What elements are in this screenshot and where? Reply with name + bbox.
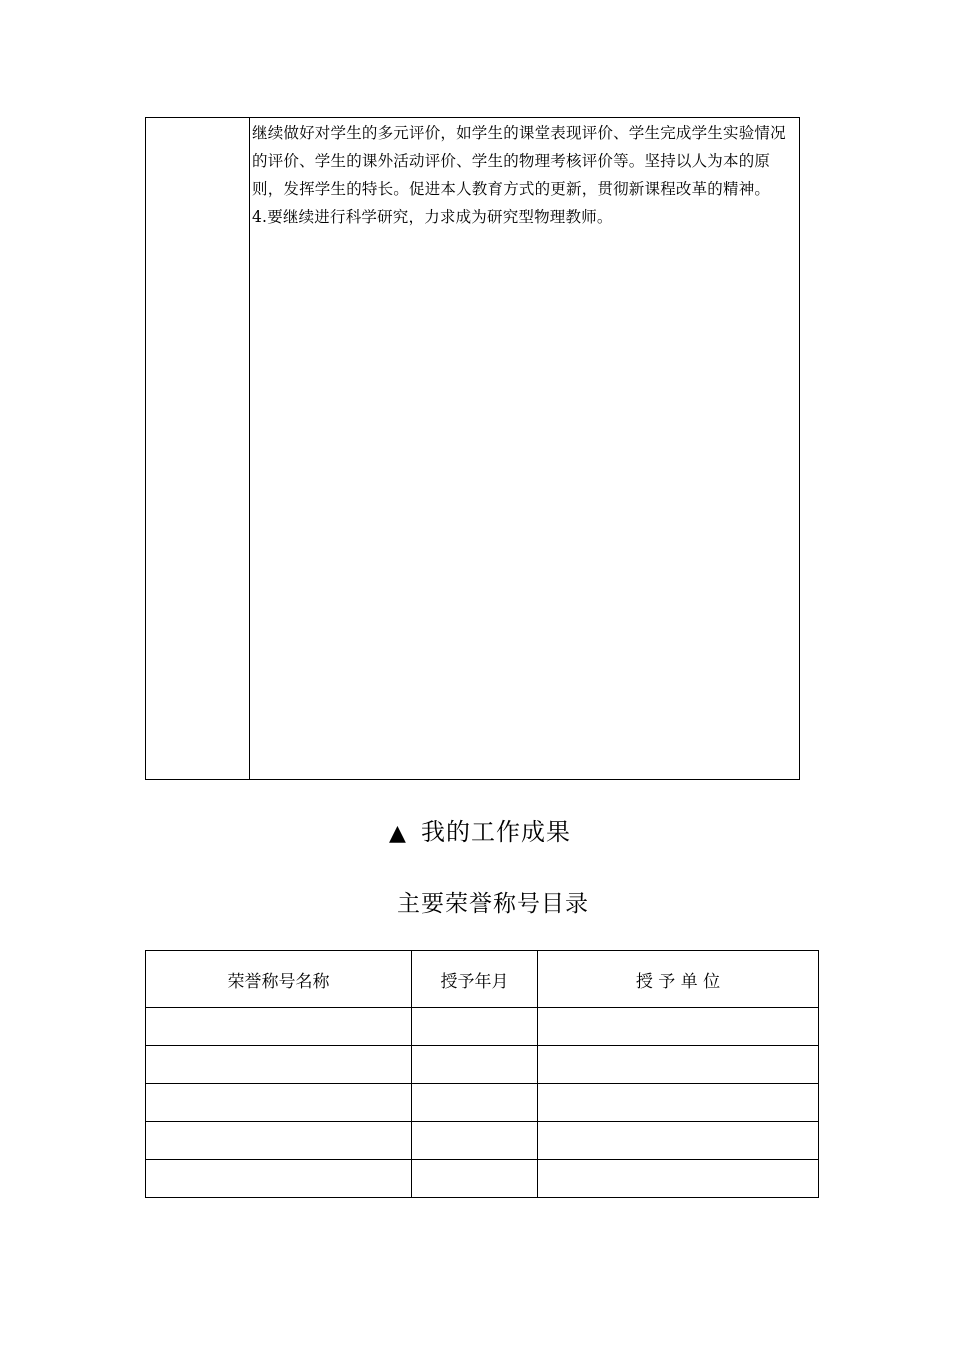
table-row	[146, 1160, 819, 1198]
table-cell	[538, 1160, 819, 1198]
table-cell	[538, 1008, 819, 1046]
header-honor-name: 荣誉称号名称	[146, 951, 412, 1008]
honor-table-header-row	[146, 951, 819, 1008]
honor-table	[145, 950, 819, 1198]
table-cell	[146, 1046, 412, 1084]
header-award-unit: 授 予 单 位	[538, 951, 819, 1008]
table-cell	[146, 1160, 412, 1198]
section-title-text: 我的工作成果	[420, 818, 571, 846]
plan-table	[145, 117, 800, 780]
table-cell	[538, 1122, 819, 1160]
table-row	[146, 1122, 819, 1160]
table-row	[146, 1046, 819, 1084]
plan-content-cell	[250, 118, 799, 779]
table-cell	[146, 1008, 412, 1046]
table-row	[146, 1084, 819, 1122]
section-title	[0, 812, 960, 847]
plan-left-cell	[146, 118, 250, 779]
table-cell	[146, 1122, 412, 1160]
plan-paragraph-1: 继续做好对学生的多元评价，如学生的课堂表现评价、学生完成学生实验情况的评价、学生的课外活动评价、学生的物理考核评价等。坚持以人为本的原则，发挥学生的特长。促进本人教育方式的更新，贯彻新课程改革的精神。	[252, 124, 786, 198]
table-cell	[412, 1046, 538, 1084]
triangle-icon: ▲	[389, 821, 407, 846]
table-cell	[538, 1084, 819, 1122]
header-award-date: 授予年月	[412, 951, 538, 1008]
table-cell	[146, 1084, 412, 1122]
table-cell	[412, 1160, 538, 1198]
table-cell	[412, 1008, 538, 1046]
sub-title: 主要荣誉称号目录	[397, 891, 589, 917]
table-cell	[538, 1046, 819, 1084]
table-row	[146, 1008, 819, 1046]
table-cell	[412, 1084, 538, 1122]
plan-paragraph-2: 4.要继续进行科学研究，力求成为研究型物理教师。	[252, 208, 613, 226]
table-cell	[412, 1122, 538, 1160]
